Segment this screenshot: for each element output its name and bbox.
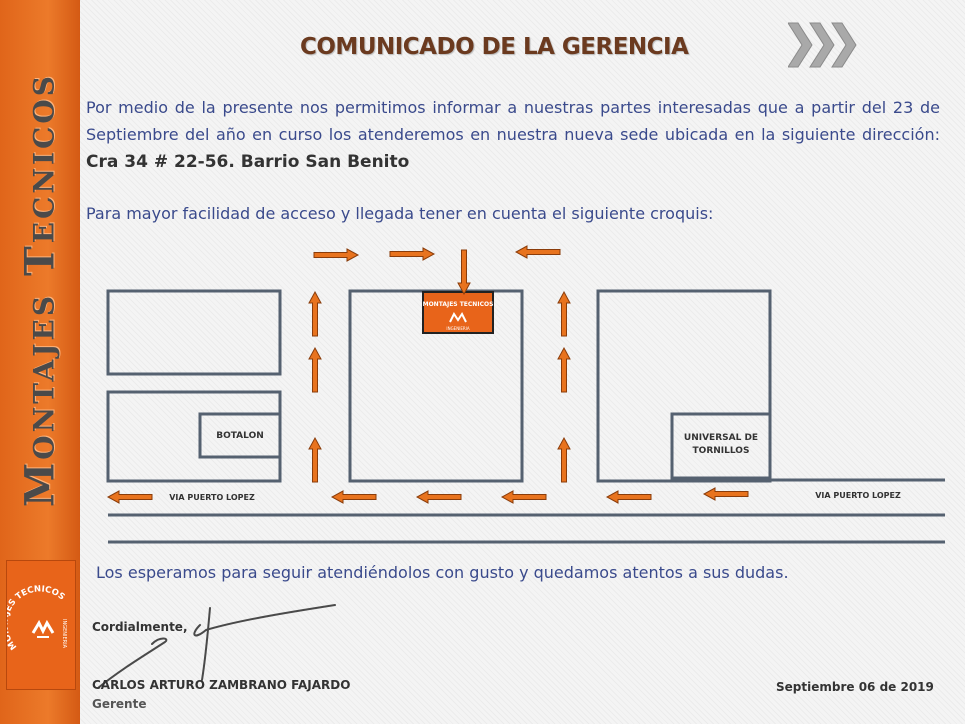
arrow-left xyxy=(516,246,560,258)
svg-text:MONTAJES TECNICOS: M S TECNICOS xyxy=(7,584,67,652)
road-label-right: VIA PUERTO LOPEZ xyxy=(815,491,901,500)
signer-role: Gerente xyxy=(92,697,147,711)
arrow-up xyxy=(558,348,570,392)
arrow-right xyxy=(390,248,434,260)
arrow-down xyxy=(458,250,470,294)
access-note: Para mayor facilidad de acceso y llegada tener en cuenta el siguiente croquis: xyxy=(86,204,714,223)
intro-text: Por medio de la presente nos permitimos informar a nuestras partes interesadas que a partir del 23 de Septiembre del año en curso los atenderemos en nuestra nueva sede ubicada en la siguiente dirección: xyxy=(86,98,940,144)
address: Cra 34 # 22-56. Barrio San Benito xyxy=(86,152,410,172)
arrow-up xyxy=(309,348,321,392)
city-block xyxy=(108,291,280,374)
destination-marker xyxy=(423,292,494,333)
page-title: COMUNICADO DE LA GERENCIA xyxy=(300,34,689,60)
arrow-left xyxy=(108,491,152,503)
closing-text: Los esperamos para seguir atendiéndolos con gusto y quedamos atentos a sus dudas. xyxy=(96,563,789,582)
road-label-left: VIA PUERTO LOPEZ xyxy=(169,493,255,502)
universal-label-1: UNIVERSAL DE xyxy=(683,433,759,443)
arrow-up xyxy=(309,292,321,336)
document-date: Septiembre 06 de 2019 xyxy=(776,680,934,694)
botalon-label: BOTALON xyxy=(216,431,264,441)
signer-name: CARLOS ARTURO ZAMBRANO FAJARDO xyxy=(92,678,351,692)
arrow-up xyxy=(558,292,570,336)
arrow-left xyxy=(502,491,546,503)
salutation: Cordialmente, xyxy=(92,620,188,634)
arrow-left xyxy=(417,491,461,503)
svg-text:MONTAJES TECNICOS: MONTAJES TECNICOS xyxy=(422,301,494,308)
arrow-right xyxy=(314,249,358,261)
brand-vertical-text: Montajes Tecnicos xyxy=(16,72,64,508)
universal-label-2: TORNILLOS xyxy=(692,446,750,456)
arrow-up xyxy=(558,438,570,482)
arrow-up xyxy=(309,438,321,482)
svg-text:INGENIERIA: INGENIERIA xyxy=(446,326,470,331)
svg-text:INGENIERIA: INGENIERIA xyxy=(61,619,67,648)
arrow-left xyxy=(704,488,748,500)
arrow-left xyxy=(607,491,651,503)
arrow-left xyxy=(332,491,376,503)
